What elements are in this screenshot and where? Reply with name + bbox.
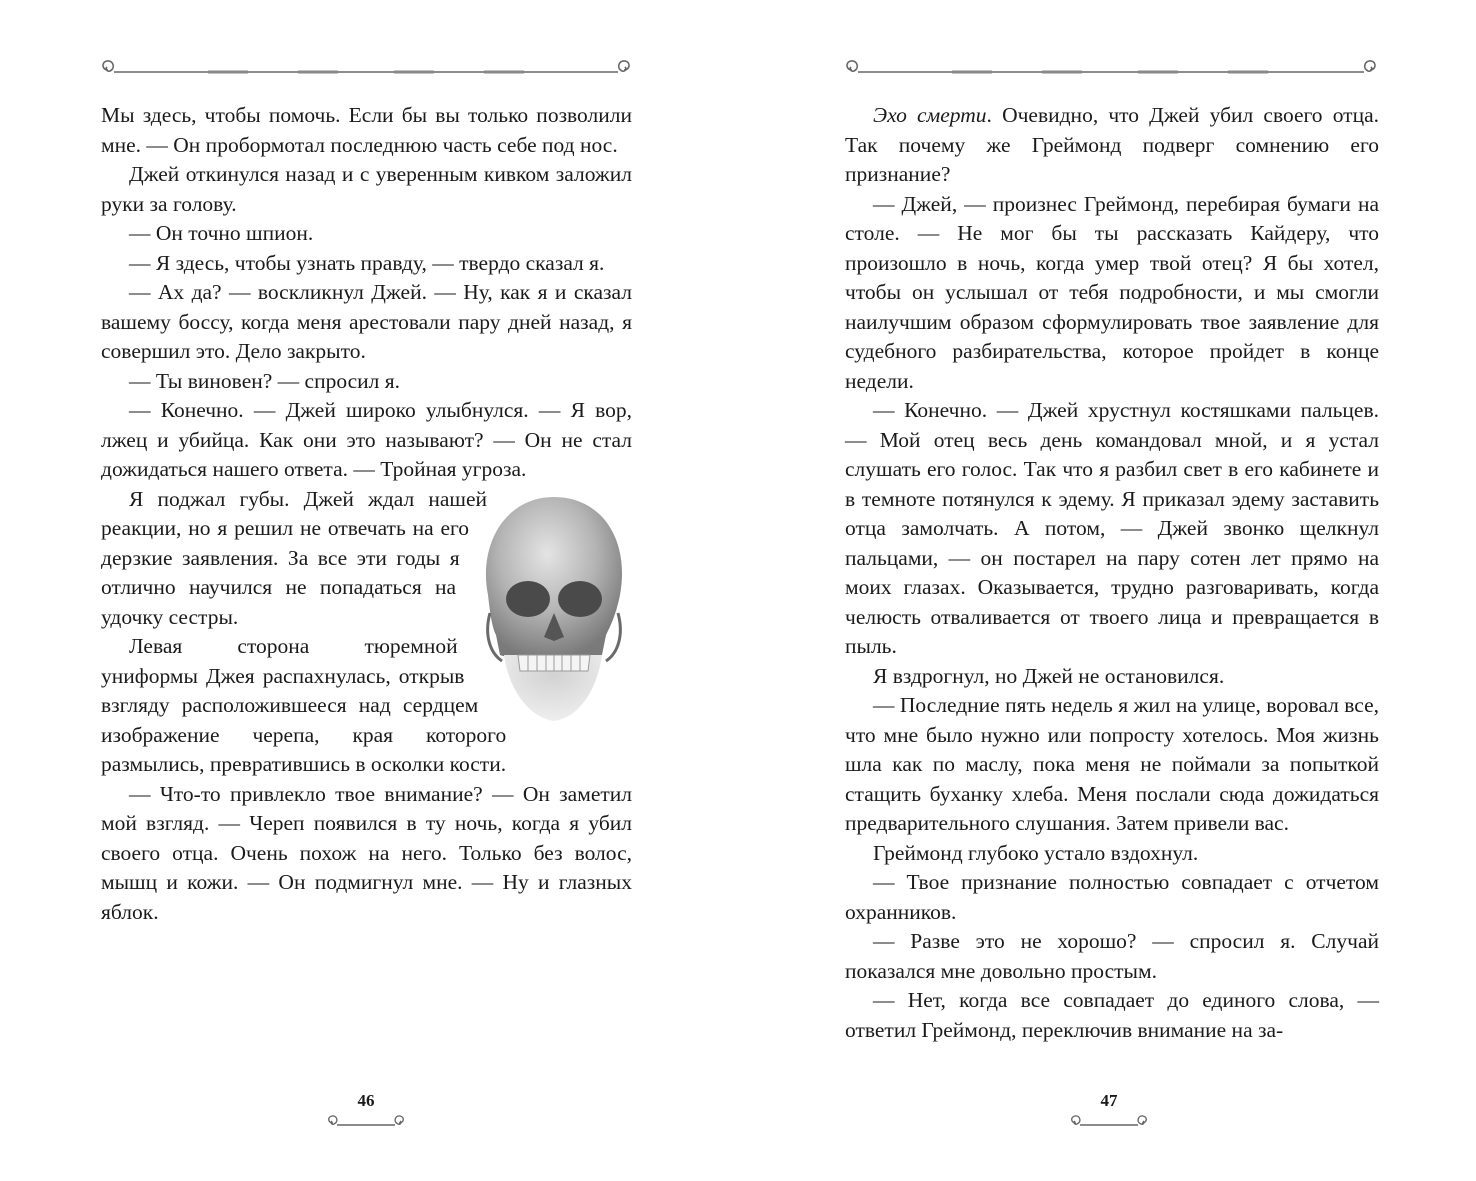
paragraph: — Джей, — произнес Греймонд, перебирая бумаги на столе. — Не мог бы ты рассказать Кайдеру, что произошло в ночь, когда умер твой отец? Я бы хотел, чтобы он услышал от тебя подробности, и мы смогли наилучшим образом сформулировать твое заявление для судебного разбирательства, которое пройдет в конце недели. <box>845 191 1379 393</box>
paragraph: — Разве это не хорошо? — спросил я. Случай показался мне довольно простым. <box>845 929 1379 983</box>
paragraph: Греймонд глубоко устало вздохнул. <box>873 840 1199 865</box>
paragraph: Джей откинулся назад и с уверенным кивком заложил руки за голову. <box>101 162 632 216</box>
footer-ornament <box>1068 1114 1150 1132</box>
header-ornament <box>98 56 634 82</box>
paragraph: Я вздрогнул, но Джей не остановился. <box>873 663 1225 688</box>
skull-illustration <box>470 485 632 729</box>
paragraph: — Я здесь, чтобы узнать правду, — твердо сказал я. <box>129 250 605 275</box>
paragraph: — Последние пять недель я жил на улице, воровал все, что мне было нужно или попросту хотелось. Моя жизнь шла как по маслу, пока меня не поймали за попыткой стащить буханку хлеба. Меня послали сюда дожидаться предварительного слушания. Затем привели вас. <box>845 693 1379 835</box>
italic-phrase: Эхо смерти <box>873 103 987 127</box>
paragraph: Мы здесь, чтобы помочь. Если бы вы только позволили мне. — Он пробормотал последнюю часть себе под нос. <box>101 103 632 157</box>
page-number: 46 <box>357 1091 375 1110</box>
paragraph-text: . Очевидно, что Джей убил своего отца. Так почему же Греймонд подверг сомнению его признание? <box>845 103 1379 186</box>
paragraph: — Он точно шпион. <box>129 221 314 245</box>
footer-ornament <box>325 1114 407 1132</box>
paragraph: — Ах да? — воскликнул Джей. — Ну, как я и сказал вашему боссу, когда меня арестовали пару дней назад, я совершил это. Дело закрыто. <box>101 280 632 363</box>
paragraph: — Нет, когда все совпадает до единого слова, — ответил Греймонд, переключив внимание на за- <box>845 988 1379 1042</box>
paragraph: — Твое признание полностью совпадает с отчетом охранников. <box>845 870 1379 924</box>
paragraph: Я поджал губы. Джей ждал нашей реакции, но я решил не отвечать на его дерзкие заявления. За все эти годы я отлично научился не попадаться на удочку сестры. <box>101 486 488 629</box>
right-page <box>738 0 1476 1181</box>
page-number: 47 <box>1100 1091 1118 1110</box>
paragraph: — Ты виновен? — спросил я. <box>129 368 401 393</box>
paragraph: — Что-то привлекло твое внимание? — Он заметил мой взгляд. — Череп появился в ту ночь, когда я убил своего отца. Очень похож на него. Только без волос, мышц и кожи. — Он подмигнул мне. — Ну и глазных яблок. <box>101 781 632 924</box>
left-page-text <box>101 101 632 927</box>
right-page-text <box>845 101 1379 1045</box>
paragraph: Левая сторона тюремной униформы Джея распахнулась, открыв взгляду расположившееся над сердцем изображение черепа, края которого размылись, превратившись в осколки кости. <box>101 634 507 776</box>
paragraph: — Конечно. — Джей широко улыбнулся. — Я вор, лжец и убийца. Как они это называют? — Он не стал дожидаться нашего ответа. — Тройная угроза. <box>101 398 632 481</box>
header-ornament <box>842 56 1380 82</box>
paragraph: — Конечно. — Джей хрустнул костяшками пальцев. — Мой отец весь день командовал мной, и я устал слушать его голос. Так что я разбил свет в его кабинете и в темноте потянулся к эдему. Я приказал эдему заставить отца замолчать. А потом, — Джей звонко щелкнул пальцами, — он постарел на пару сотен лет прямо на моих глазах. Оказывается, трудно разговаривать, когда челюсть отваливается от твоего лица и превращается в пыль. <box>845 398 1379 658</box>
paragraph <box>845 101 1379 190</box>
